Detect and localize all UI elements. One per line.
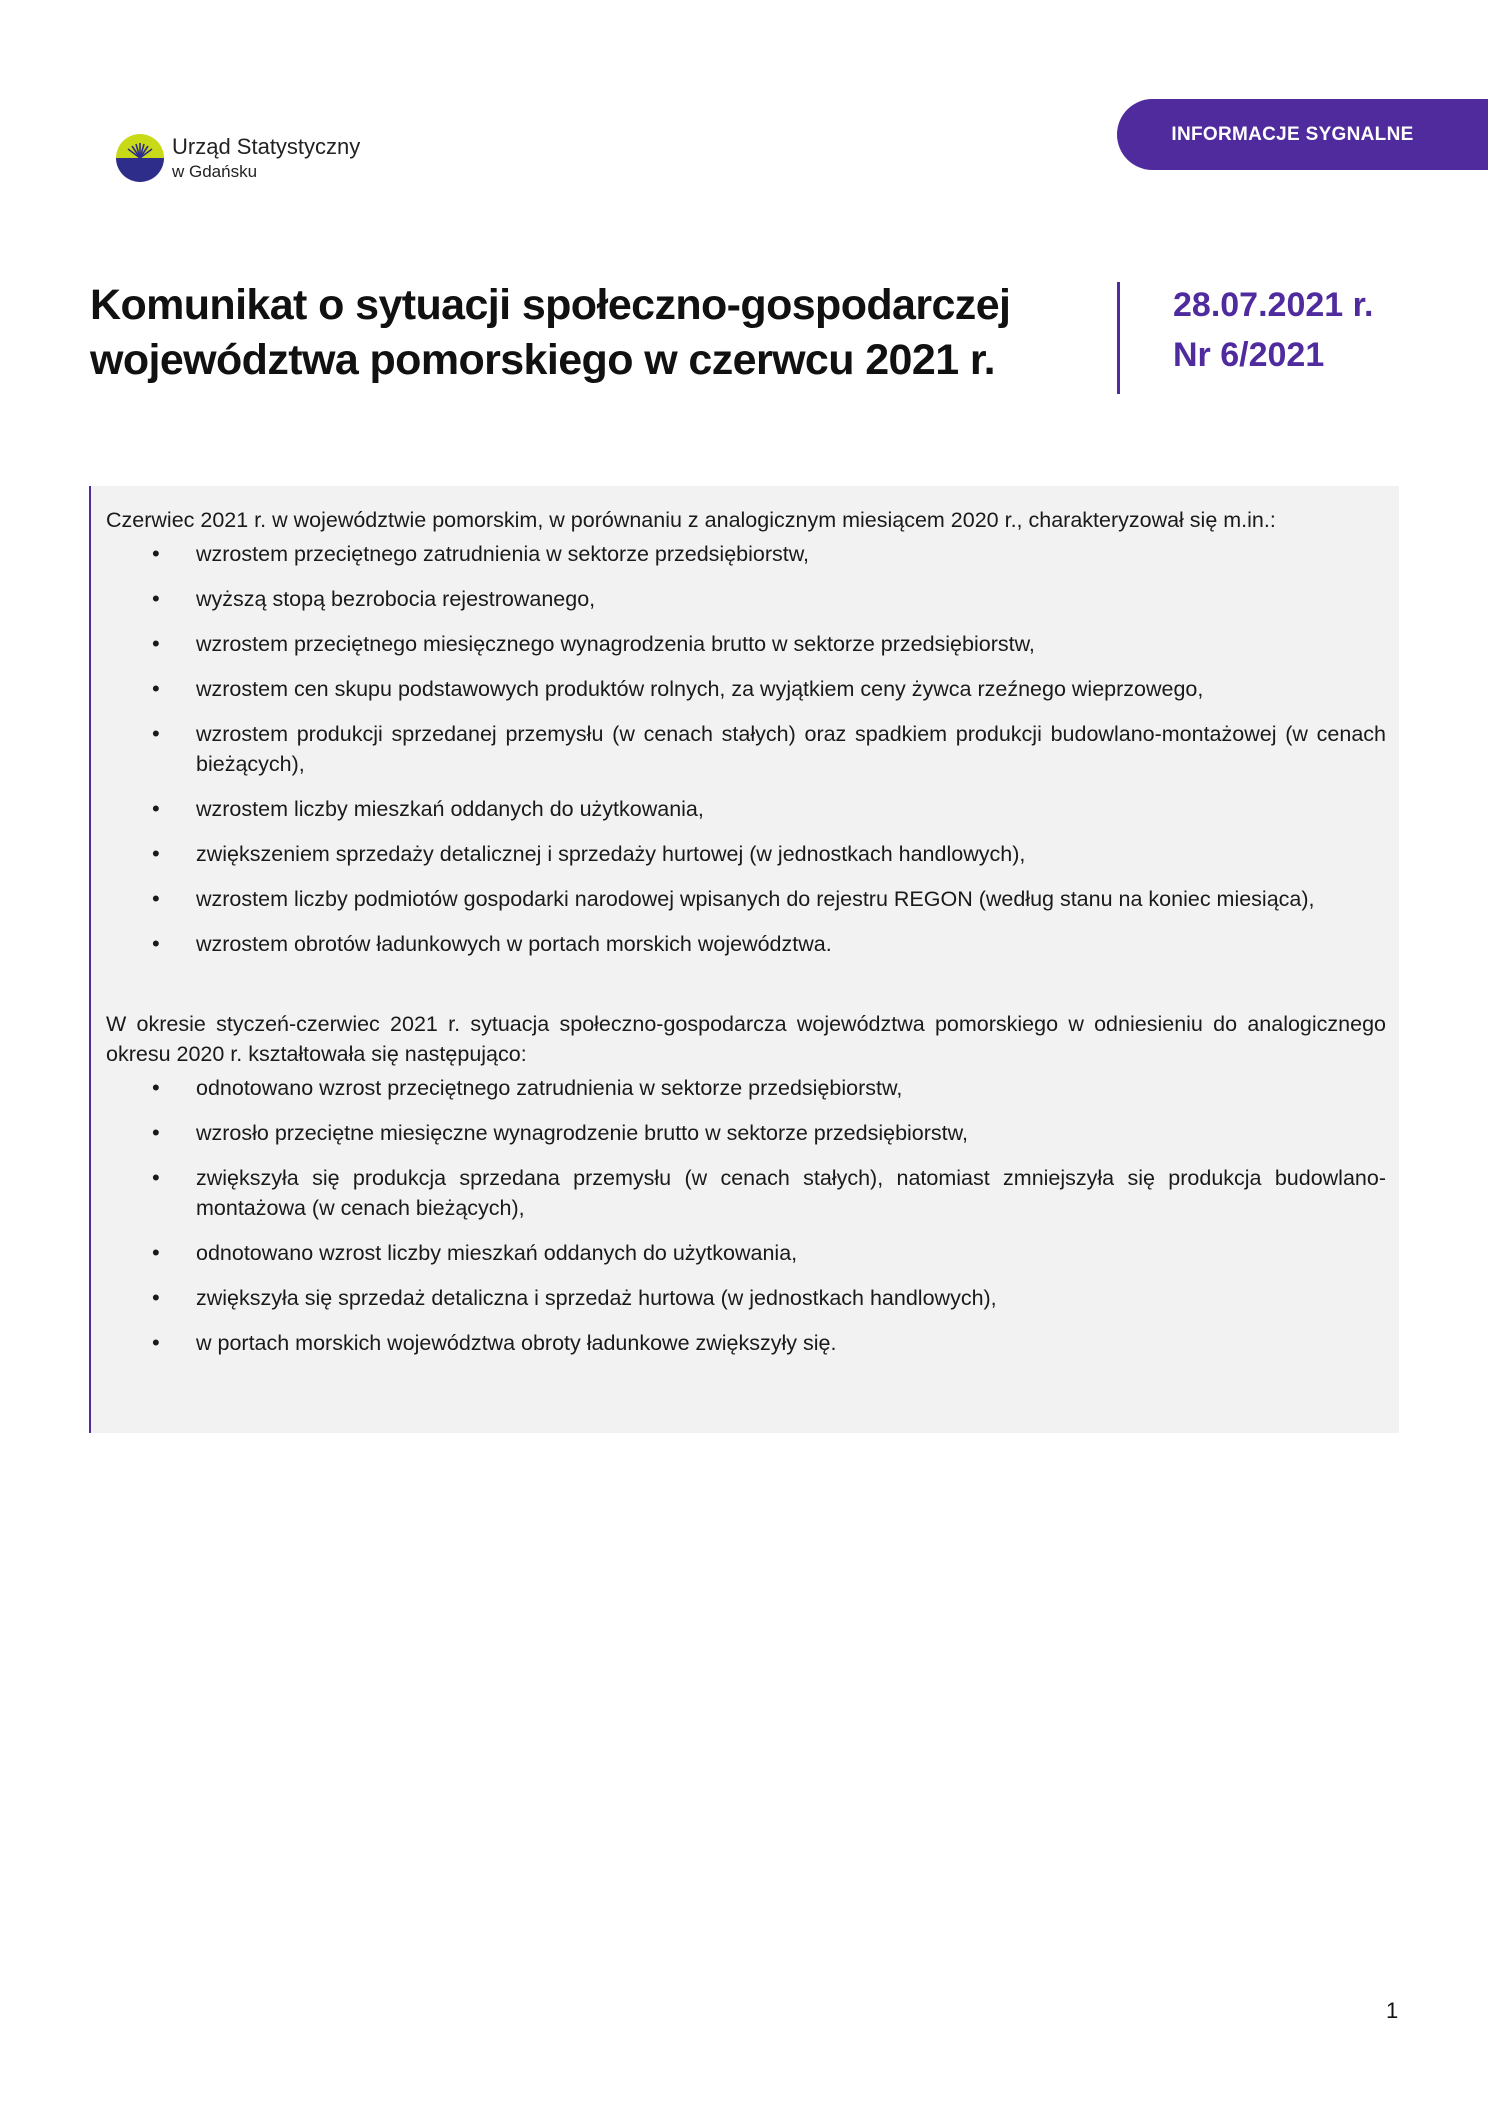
list-item: • wzrostem liczby mieszkań oddanych do użytkowania, bbox=[106, 794, 1386, 824]
list-item: • zwiększyła się produkcja sprzedana przemysłu (w cenach stałych), natomiast zmniejszyła się produkcja budowlano-montażowa (w cenach bieżących), bbox=[106, 1163, 1386, 1223]
list-item: • wzrostem obrotów ładunkowych w portach morskich województwa. bbox=[106, 929, 1386, 959]
half-year-highlights-list bbox=[106, 1073, 1386, 1358]
list-item: • wzrostem cen skupu podstawowych produktów rolnych, za wyjątkiem ceny żywca rzeźnego wieprzowego, bbox=[106, 674, 1386, 704]
summary-intro-june: Czerwiec 2021 r. w województwie pomorskim, w porównaniu z analogicznym miesiącem 2020 r., charakteryzował się m.in.: bbox=[106, 508, 1276, 532]
logo-text-line2: w Gdańsku bbox=[172, 162, 258, 181]
list-item: • odnotowano wzrost liczby mieszkań oddanych do użytkowania, bbox=[106, 1238, 1386, 1268]
list-item: • wzrostem przeciętnego miesięcznego wynagrodzenia brutto w sektorze przedsiębiorstw, bbox=[106, 629, 1386, 659]
list-item: • wzrostem przeciętnego zatrudnienia w sektorze przedsiębiorstw, bbox=[106, 539, 1386, 569]
list-item: • wyższą stopą bezrobocia rejestrowanego, bbox=[106, 584, 1386, 614]
list-item: • w portach morskich województwa obroty ładunkowe zwiększyły się. bbox=[106, 1328, 1386, 1358]
header-divider bbox=[1117, 282, 1120, 394]
issue-number: Nr 6/2021 bbox=[1173, 336, 1325, 374]
list-item: • zwiększyła się sprzedaż detaliczna i sprzedaż hurtowa (w jednostkach handlowych), bbox=[106, 1283, 1386, 1313]
list-item: • zwiększeniem sprzedaży detalicznej i sprzedaży hurtowej (w jednostkach handlowych), bbox=[106, 839, 1386, 869]
list-item: • wzrostem liczby podmiotów gospodarki narodowej wpisanych do rejestru REGON (według stanu na koniec miesiąca), bbox=[106, 884, 1386, 914]
page-number: 1 bbox=[1386, 1998, 1399, 2023]
june-highlights-list bbox=[106, 539, 1386, 959]
logo-emblem-icon bbox=[114, 118, 166, 198]
summary-intro-half-year: W okresie styczeń-czerwiec 2021 r. sytuacja społeczno-gospodarcza województwa pomorskiego w odniesieniu do analogicznego okresu 2020 r. kształtowała się następująco: bbox=[106, 1012, 1386, 1066]
summary-box bbox=[89, 486, 1399, 1433]
list-item: • wzrosło przeciętne miesięczne wynagrodzenie brutto w sektorze przedsiębiorstw, bbox=[106, 1118, 1386, 1148]
document-title bbox=[90, 278, 1090, 388]
list-item: • wzrostem produkcji sprzedanej przemysłu (w cenach stałych) oraz spadkiem produkcji budowlano-montażowej (w cenach bieżących), bbox=[106, 719, 1386, 779]
category-badge: INFORMACJE SYGNALNE bbox=[1117, 99, 1488, 170]
logo bbox=[114, 118, 394, 198]
list-item: • odnotowano wzrost przeciętnego zatrudnienia w sektorze przedsiębiorstw, bbox=[106, 1073, 1386, 1103]
logo-text-line1: Urząd Statystyczny bbox=[172, 134, 361, 159]
title-line-2: województwa pomorskiego w czerwcu 2021 r. bbox=[90, 336, 995, 385]
title-line-1: Komunikat o sytuacji społeczno-gospodarczej bbox=[90, 281, 1011, 329]
publication-date: 28.07.2021 r. bbox=[1173, 286, 1374, 324]
